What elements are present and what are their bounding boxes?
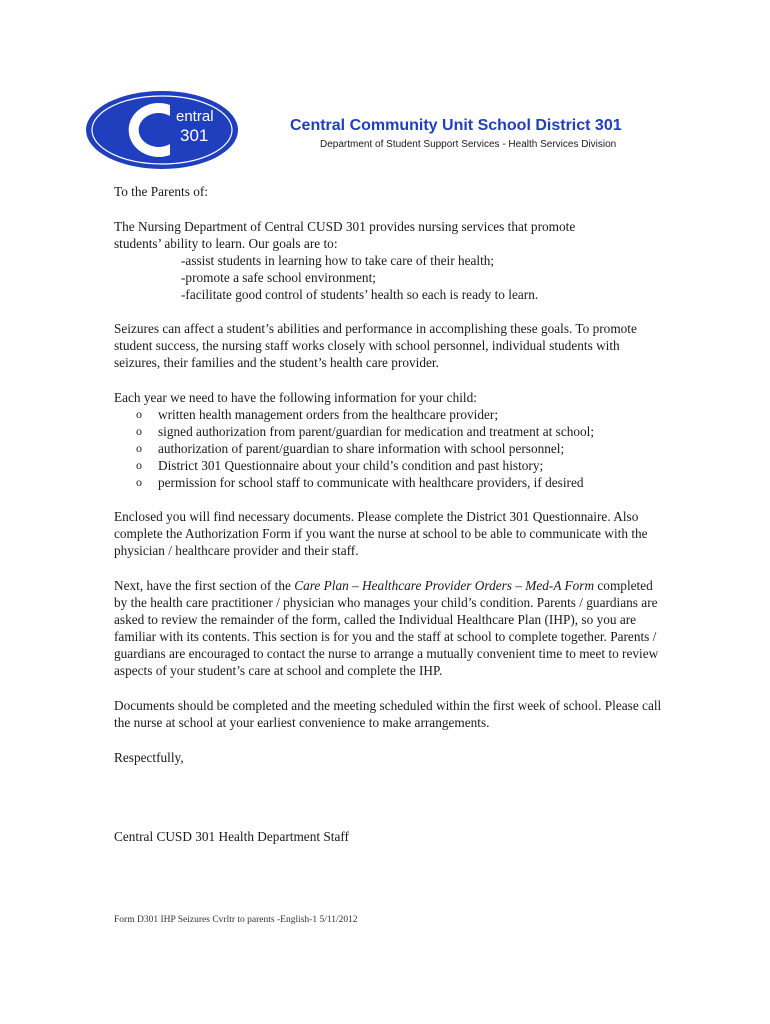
requirement-item: o District 301 Questionnaire about your child’s condition and past history; [136, 458, 544, 473]
goals-list [181, 252, 664, 303]
next-paragraph: Next, have the first section of the Care Plan – Healthcare Provider Orders – Med-A Form completed by the health care practitioner / physician who manages your child’s condition. Parents / guardians are asked to review the remainder of the form, called the Individual Healthcare Plan (IHP), so you are familiar with its contents. This section is for you and the staff at school to complete together. Parents / guardians are encouraged to contact the nurse to arrange a mutually convenient time to meet to review aspects of your student’s care at school and complete the IHP. [114, 578, 659, 678]
bullet-mark: o [136, 441, 142, 455]
goal-item: -facilitate good control of students’ health so each is ready to learn. [181, 287, 539, 302]
letter-body [114, 183, 664, 845]
logo-number: 301 [180, 126, 209, 145]
signature: Central CUSD 301 Health Department Staff [114, 829, 349, 844]
bullet-mark: o [136, 458, 142, 472]
requirements-list [114, 406, 664, 491]
org-title: Central Community Unit School District 301 [290, 117, 622, 134]
intro-line-2: students’ ability to learn. Our goals are to: [114, 236, 338, 251]
documents-paragraph: Documents should be completed and the meeting scheduled within the first week of school. Please call the nurse at school at your earliest convenience to make arrangements. [114, 698, 662, 730]
requirement-item: o written health management orders from the healthcare provider; [136, 407, 499, 422]
care-plan-form-name: Care Plan – Healthcare Provider Orders – Med-A Form [294, 578, 595, 593]
district-logo [84, 88, 244, 172]
logo-word: entral [176, 108, 214, 125]
form-footer: Form D301 IHP Seizures Cvrltr to parents -English-1 5/11/2012 [114, 915, 358, 925]
seizures-paragraph: Seizures can affect a student’s abilities and performance in accomplishing these goals. To promote student success, the nursing staff works closely with school personnel, individual students with seizures, their families and the student’s health care provider. [114, 321, 637, 370]
goal-item: -assist students in learning how to take care of their health; [181, 253, 495, 268]
requirement-item: o signed authorization from parent/guardian for medication and treatment at school; [136, 424, 595, 439]
salutation: To the Parents of: [114, 184, 208, 199]
requirement-item: o permission for school staff to communicate with healthcare providers, if desired [136, 475, 584, 490]
org-subtitle: Department of Student Support Services - Health Services Division [320, 139, 617, 150]
each-year-line: Each year we need to have the following information for your child: [114, 390, 477, 405]
bullet-mark: o [136, 407, 142, 421]
intro-line-1: The Nursing Department of Central CUSD 301 provides nursing services that promote [114, 219, 576, 234]
goal-item: -promote a safe school environment; [181, 270, 376, 285]
requirement-item: o authorization of parent/guardian to share information with school personnel; [136, 441, 565, 456]
enclosed-paragraph: Enclosed you will find necessary documents. Please complete the District 301 Questionnaire. Also complete the Authorization Form if you want the nurse at school to be able to communicate with the physician / healthcare provider and their staff. [114, 509, 648, 558]
closing: Respectfully, [114, 750, 184, 765]
bullet-mark: o [136, 475, 142, 489]
bullet-mark: o [136, 424, 142, 438]
